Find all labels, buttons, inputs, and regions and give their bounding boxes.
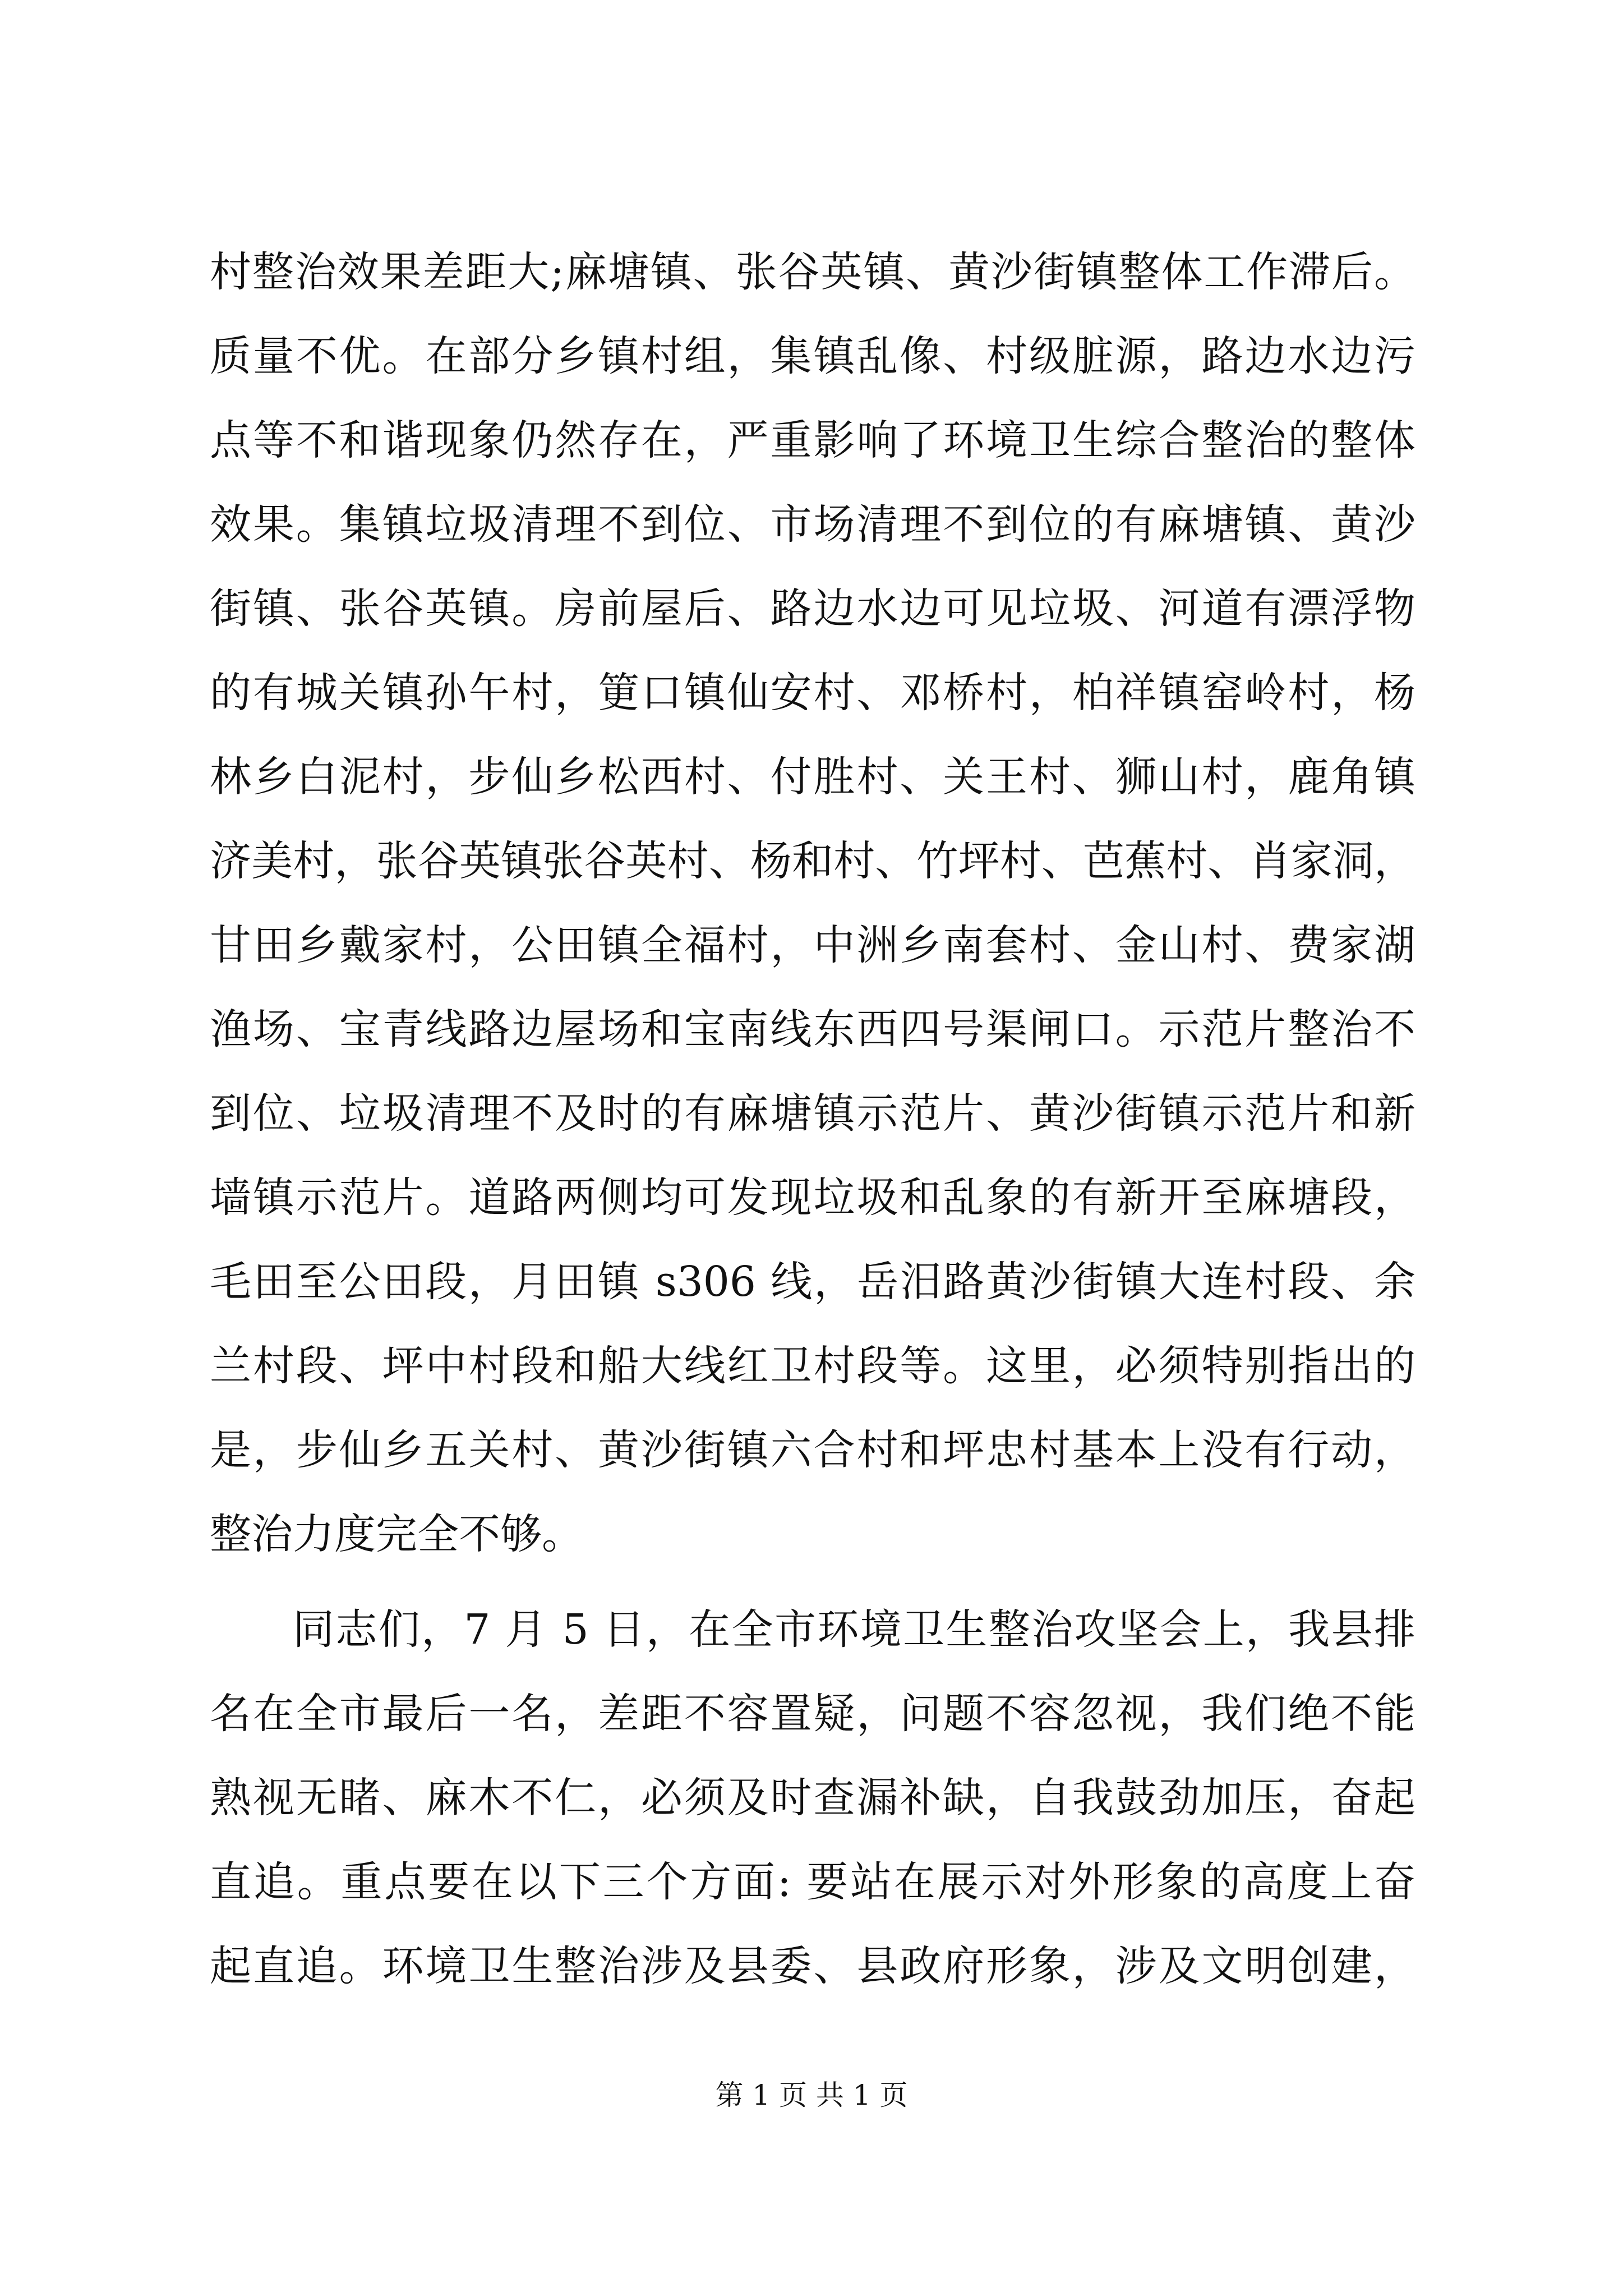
- paragraph-1: [210, 230, 1415, 1576]
- text-line: 墙镇示范片。道路两侧均可发现垃圾和乱象的有新开至麻塘段，: [210, 1174, 1415, 1222]
- text-line: 效果。集镇垃圾清理不到位、市场清理不到位的有麻塘镇、黄沙: [210, 500, 1415, 549]
- text-line: 熟视无睹、麻木不仁，必须及时查漏补缺，自我鼓劲加压，奋起: [210, 1774, 1415, 1822]
- text-line: 村整治效果差距大;麻塘镇、张谷英镇、黄沙街镇整体工作滞后。: [210, 248, 1415, 296]
- paragraph-2: [210, 1588, 1415, 2008]
- text-line: 的有城关镇孙午村，筻口镇仙安村、邓桥村，柏祥镇窑岭村，杨: [210, 669, 1415, 717]
- text-line: 起直追。环境卫生整治涉及县委、县政府形象，涉及文明创建，: [210, 1942, 1415, 1990]
- text-line: 甘田乡戴家村，公田镇全福村，中洲乡南套村、金山村、费家湖: [210, 921, 1415, 969]
- text-line: 林乡白泥村，步仙乡松西村、付胜村、关王村、狮山村，鹿角镇: [210, 753, 1415, 801]
- text-line: 点等不和谐现象仍然存在，严重影响了环境卫生综合整治的整体: [210, 416, 1415, 464]
- text-line: 渔场、宝青线路边屋场和宝南线东西四号渠闸口。示范片整治不: [210, 1005, 1415, 1053]
- text-line: 直追。重点要在以下三个方面: 要站在展示对外形象的高度上奋: [210, 1858, 1415, 1906]
- text-line: 是，步仙乡五关村、黄沙街镇六合村和坪忠村基本上没有行动，: [210, 1426, 1415, 1474]
- page-footer: 第 1 页 共 1 页: [715, 2079, 908, 2111]
- text-line: 兰村段、坪中村段和船大线红卫村段等。这里，必须特别指出的: [210, 1342, 1415, 1390]
- text-line: 同志们，7 月 5 日，在全市环境卫生整治攻坚会上，我县排: [293, 1605, 1415, 1654]
- text-line: 到位、垃圾清理不及时的有麻塘镇示范片、黄沙街镇示范片和新: [210, 1089, 1415, 1138]
- paragraph-gap: [210, 1576, 1415, 1588]
- text-line: 名在全市最后一名，差距不容置疑，问题不容忽视，我们绝不能: [210, 1690, 1415, 1738]
- text-line: 整治力度完全不够。: [210, 1510, 583, 1558]
- text-line: 质量不优。在部分乡镇村组，集镇乱像、村级脏源，路边水边污: [210, 332, 1415, 380]
- text-line: 毛田至公田段，月田镇 s306 线，岳汨路黄沙街镇大连村段、余: [210, 1258, 1415, 1306]
- document-body: [210, 230, 1415, 2008]
- text-line: 街镇、张谷英镇。房前屋后、路边水边可见垃圾、河道有漂浮物: [210, 585, 1415, 633]
- text-line: 济美村，张谷英镇张谷英村、杨和村、竹坪村、芭蕉村、肖家洞，: [210, 837, 1415, 885]
